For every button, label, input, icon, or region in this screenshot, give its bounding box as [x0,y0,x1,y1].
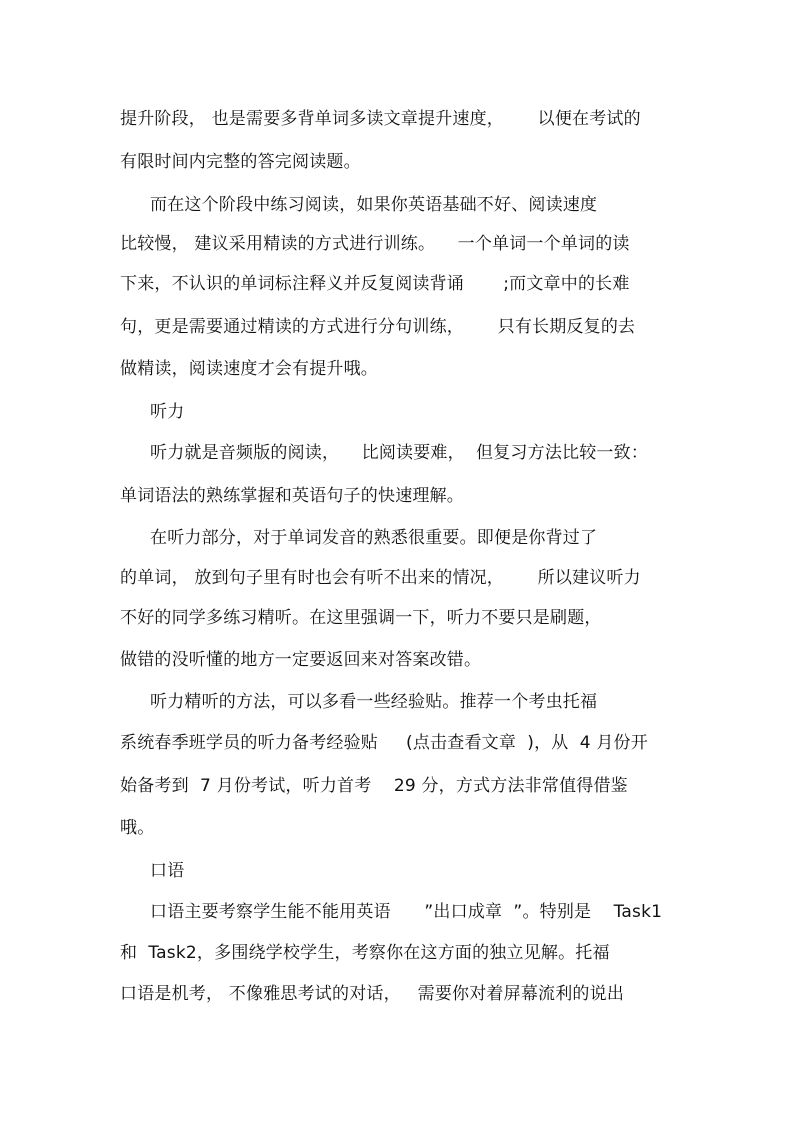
text-line: 比较慢， 建议采用精读的方式进行训练。 一个单词一个单词的读 [120,234,630,254]
section-heading-speaking: 口语 [150,861,185,881]
paragraph-start-line: 听力精听的方法，可以多看一些经验贴。推荐一个考虫托福 [150,692,598,712]
paragraph-start-line: 在听力部分，对于单词发音的熟悉很重要。即便是你背过了 [150,528,598,548]
text-line: 做精读，阅读速度才会有提升哦。 [120,359,378,379]
text-line: 有限时间内完整的答完阅读题。 [120,152,361,172]
text-line: 单词语法的熟练掌握和英语句子的快速理解。 [120,486,464,506]
text-line: 口语是机考， 不像雅思考试的对话， 需要你对着屏幕流利的说出 [120,984,625,1004]
paragraph-start-line: 口语主要考察学生能不能用英语 ”出口成章 ”。特别是 Task1 [150,902,663,922]
text-line: 哦。 [120,818,155,838]
text-line: 始备考到 7 月份考试，听力首考 29 分，方式方法非常值得借鉴 [120,776,628,796]
section-heading-listening: 听力 [150,402,185,422]
text-line: 提升阶段， 也是需要多背单词多读文章提升速度， 以便在考试的 [120,109,641,129]
paragraph-start-line: 听力就是音频版的阅读， 比阅读要难， 但复习方法比较一致： [150,443,649,463]
text-line: 和 Task2，多围绕学校学生，考察你在这方面的独立见解。托福 [120,943,610,963]
text-line: 的单词， 放到句子里有时也会有听不出来的情况， 所以建议听力 [120,568,641,588]
text-line: 下来，不认识的单词标注释义并反复阅读背诵 ;而文章中的长难 [120,274,630,294]
text-line: 不好的同学多练习精听。在这里强调一下，听力不要只是刷题， [120,608,602,628]
text-line: 做错的没听懂的地方一定要返回来对答案改错。 [120,650,482,670]
text-line: 系统春季班学员的听力备考经验贴 (点击查看文章 )，从 4 月份开 [120,733,648,753]
text-line: 句，更是需要通过精读的方式进行分句训练， 只有长期反复的去 [120,317,636,337]
paragraph-start-line: 而在这个阶段中练习阅读，如果你英语基础不好、阅读速度 [150,195,598,215]
